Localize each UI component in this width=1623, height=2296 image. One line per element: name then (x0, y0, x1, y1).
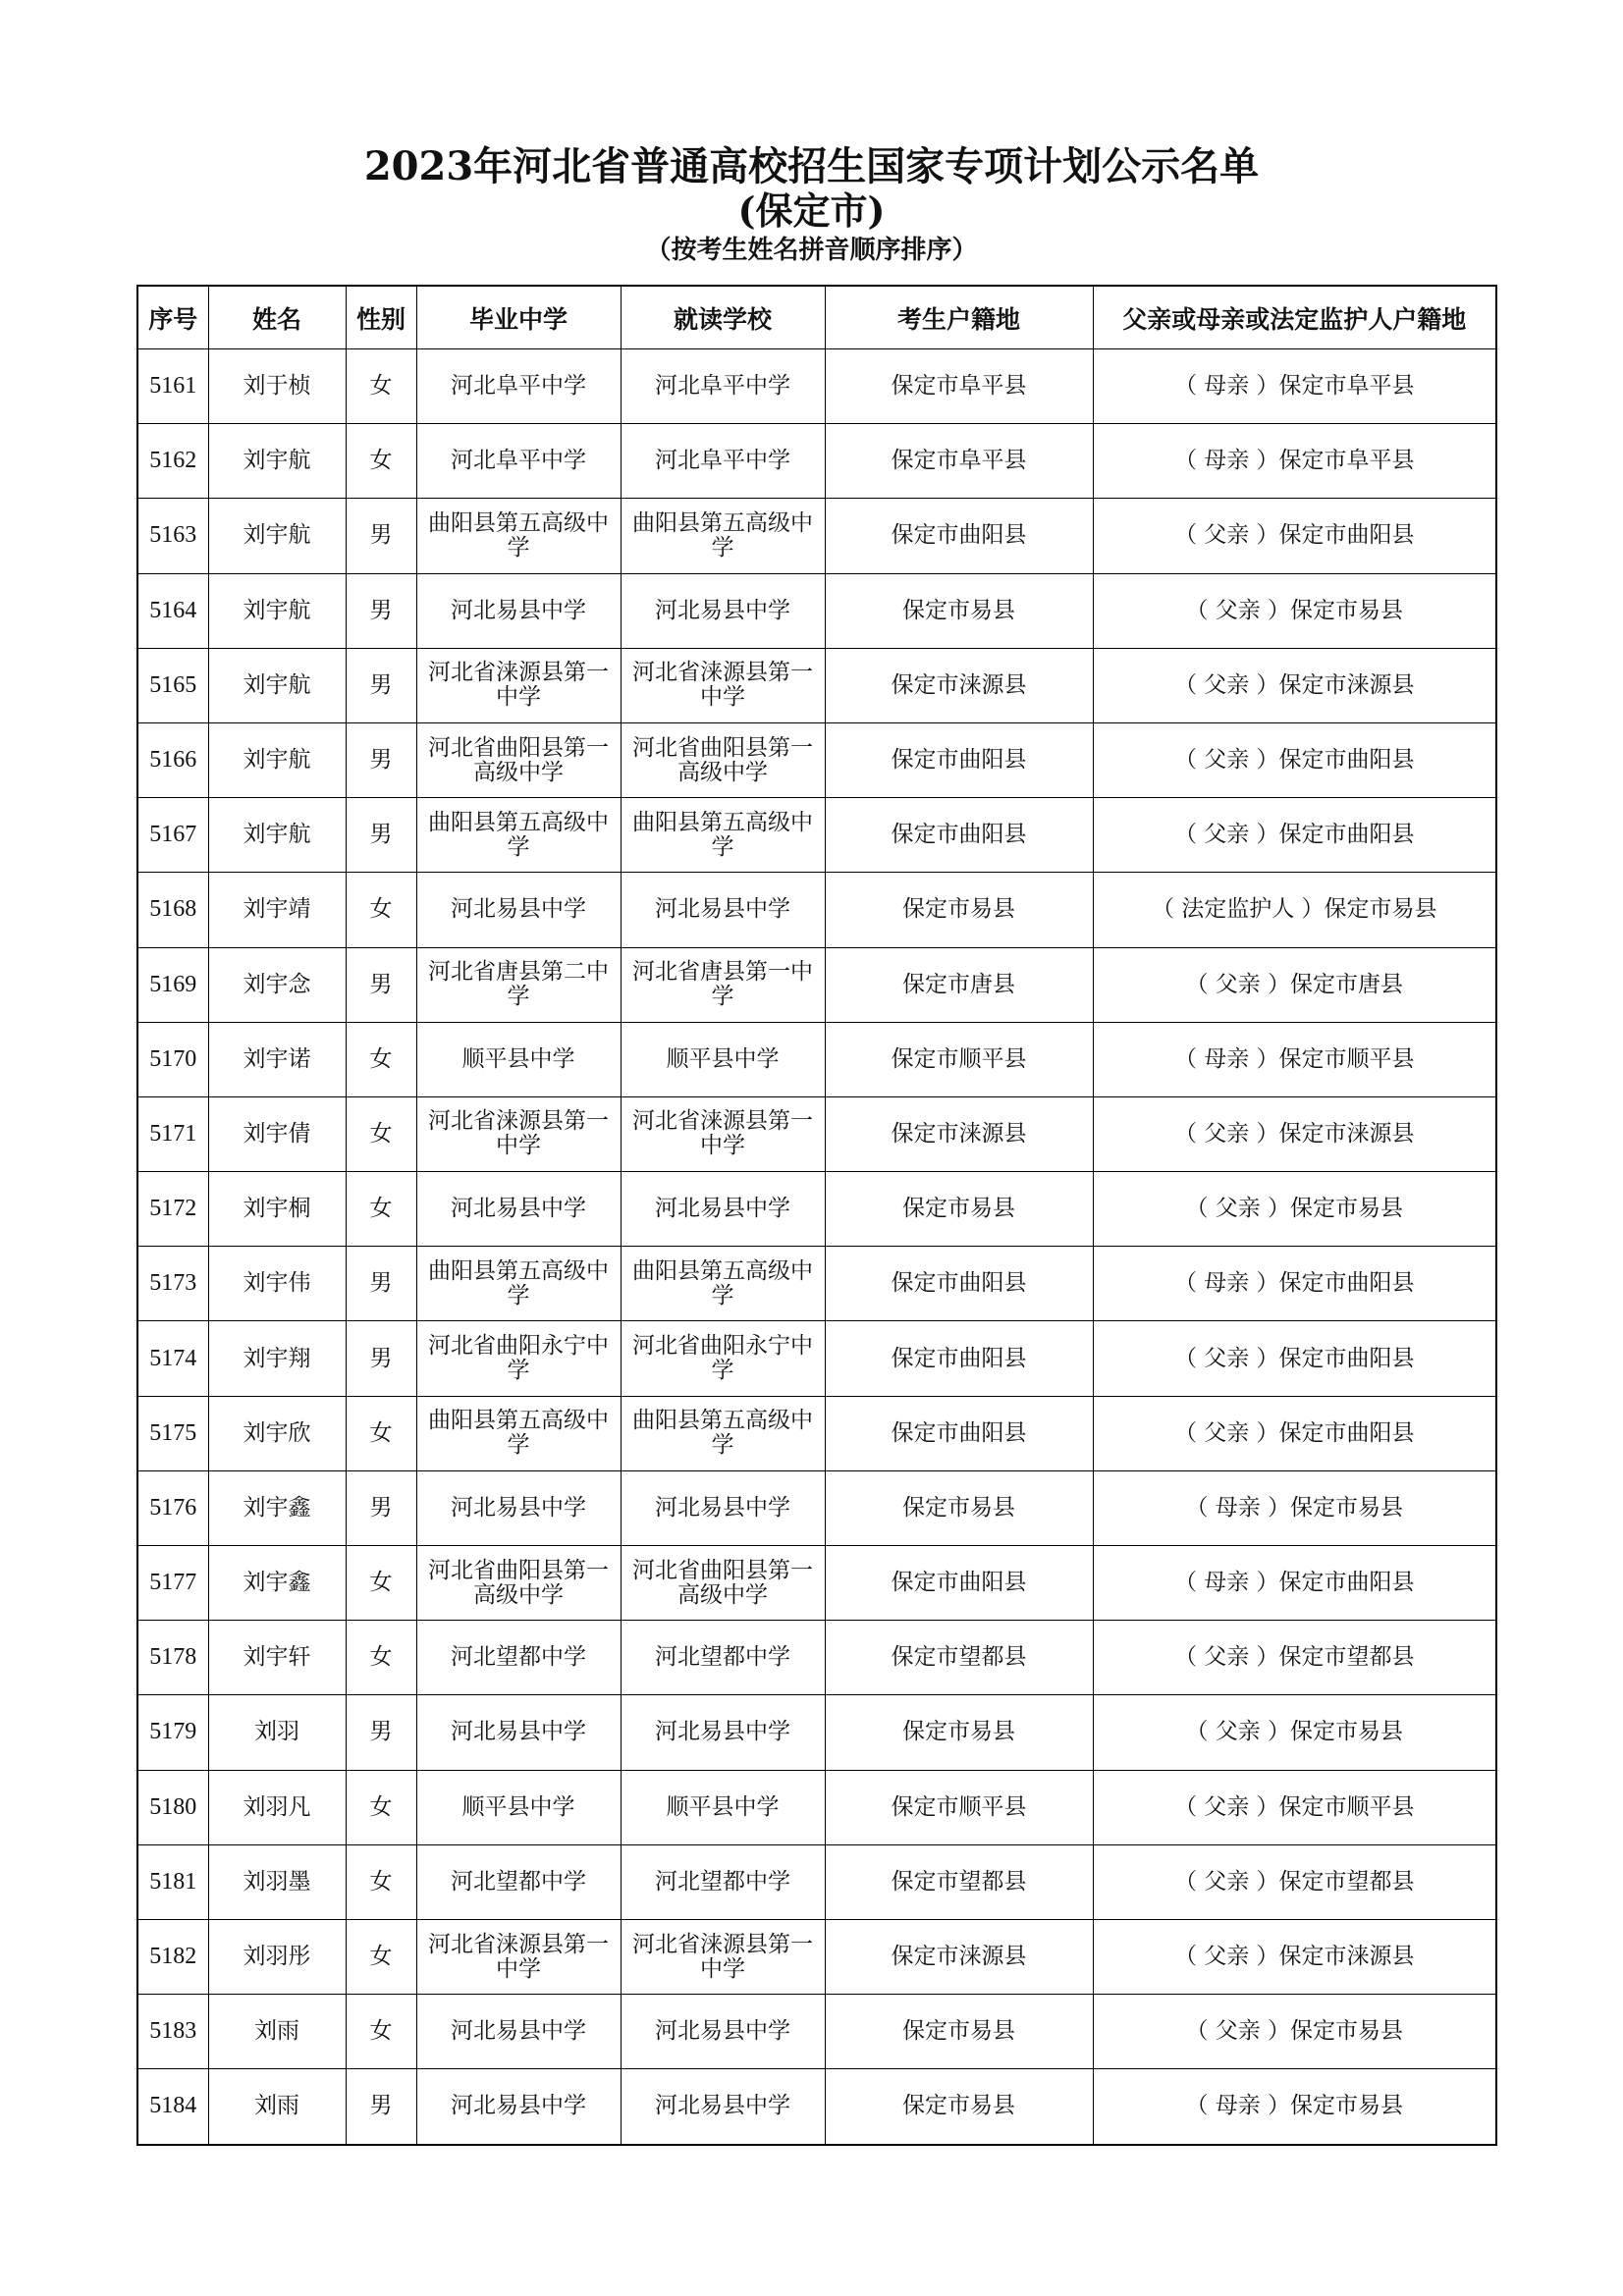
cell-name: 刘宇桐 (208, 1172, 346, 1247)
sort-note: （按考生姓名拼音顺序排序） (645, 236, 978, 265)
table-row (137, 947, 1496, 1022)
cell-graduation-school: 河北望都中学 (416, 1621, 621, 1695)
cell-parent-hukou: （ 母亲 ）保定市阜平县 (1093, 349, 1496, 424)
cell-gender: 女 (346, 1621, 416, 1695)
header-gender: 性别 (346, 286, 416, 349)
cell-parent-hukou: （ 父亲 ）保定市曲阳县 (1093, 1396, 1496, 1470)
cell-graduation-school: 曲阳县第五高级中学 (416, 499, 621, 573)
cell-seq: 5176 (137, 1470, 208, 1545)
table-row (137, 648, 1496, 722)
cell-gender: 女 (346, 1546, 416, 1621)
table-row (137, 1396, 1496, 1470)
cell-gender: 男 (346, 648, 416, 722)
cell-name: 刘宇鑫 (208, 1546, 346, 1621)
cell-graduation-school: 河北阜平中学 (416, 349, 621, 424)
cell-gender: 男 (346, 499, 416, 573)
table-row (137, 1546, 1496, 1621)
cell-gender: 女 (346, 1919, 416, 1994)
cell-seq: 5164 (137, 573, 208, 648)
cell-graduation-school: 河北易县中学 (416, 2069, 621, 2145)
cell-name: 刘宇靖 (208, 873, 346, 947)
cell-name: 刘羽 (208, 1695, 346, 1770)
cell-parent-hukou: （ 父亲 ）保定市易县 (1093, 1695, 1496, 1770)
cell-student-hukou: 保定市易县 (825, 2069, 1093, 2145)
cell-name: 刘于桢 (208, 349, 346, 424)
cell-name: 刘雨 (208, 1995, 346, 2069)
cell-graduation-school: 顺平县中学 (416, 1022, 621, 1096)
roster-table (136, 285, 1497, 2146)
header-graduation-school: 毕业中学 (416, 286, 621, 349)
cell-current-school: 河北易县中学 (621, 1172, 825, 1247)
cell-name: 刘宇倩 (208, 1096, 346, 1171)
cell-graduation-school: 河北易县中学 (416, 1995, 621, 2069)
table-row (137, 1621, 1496, 1695)
cell-seq: 5162 (137, 424, 208, 499)
cell-current-school: 河北易县中学 (621, 1695, 825, 1770)
cell-gender: 女 (346, 1172, 416, 1247)
table-row (137, 1022, 1496, 1096)
cell-graduation-school: 河北省涞源县第一中学 (416, 1096, 621, 1171)
cell-graduation-school: 河北省曲阳县第一高级中学 (416, 1546, 621, 1621)
cell-student-hukou: 保定市易县 (825, 1695, 1093, 1770)
cell-parent-hukou: （ 父亲 ）保定市曲阳县 (1093, 1321, 1496, 1396)
cell-graduation-school: 河北易县中学 (416, 1470, 621, 1545)
cell-parent-hukou: （ 父亲 ）保定市曲阳县 (1093, 499, 1496, 573)
cell-gender: 男 (346, 798, 416, 873)
cell-seq: 5170 (137, 1022, 208, 1096)
cell-name: 刘宇翔 (208, 1321, 346, 1396)
table-row (137, 424, 1496, 499)
table-row (137, 1470, 1496, 1545)
cell-gender: 女 (346, 1096, 416, 1171)
cell-student-hukou: 保定市曲阳县 (825, 1247, 1093, 1321)
cell-current-school: 河北易县中学 (621, 873, 825, 947)
cell-parent-hukou: （ 父亲 ）保定市望都县 (1093, 1844, 1496, 1919)
cell-parent-hukou: （ 母亲 ）保定市顺平县 (1093, 1022, 1496, 1096)
cell-parent-hukou: （ 父亲 ）保定市唐县 (1093, 947, 1496, 1022)
cell-current-school: 河北易县中学 (621, 573, 825, 648)
cell-name: 刘宇念 (208, 947, 346, 1022)
cell-parent-hukou: （ 父亲 ）保定市涞源县 (1093, 648, 1496, 722)
cell-graduation-school: 河北易县中学 (416, 1172, 621, 1247)
cell-gender: 女 (346, 424, 416, 499)
cell-gender: 女 (346, 1995, 416, 2069)
cell-student-hukou: 保定市望都县 (825, 1621, 1093, 1695)
table-row (137, 1844, 1496, 1919)
cell-graduation-school: 河北省曲阳永宁中学 (416, 1321, 621, 1396)
cell-parent-hukou: （ 父亲 ）保定市易县 (1093, 1995, 1496, 2069)
cell-gender: 男 (346, 573, 416, 648)
cell-parent-hukou: （ 父亲 ）保定市望都县 (1093, 1621, 1496, 1695)
cell-student-hukou: 保定市曲阳县 (825, 798, 1093, 873)
cell-student-hukou: 保定市涞源县 (825, 648, 1093, 722)
cell-student-hukou: 保定市阜平县 (825, 349, 1093, 424)
table-row (137, 1770, 1496, 1844)
cell-name: 刘羽凡 (208, 1770, 346, 1844)
cell-student-hukou: 保定市易县 (825, 873, 1093, 947)
table-row (137, 1172, 1496, 1247)
cell-current-school: 河北省涞源县第一中学 (621, 1096, 825, 1171)
cell-current-school: 河北望都中学 (621, 1621, 825, 1695)
cell-current-school: 河北省唐县第一中学 (621, 947, 825, 1022)
cell-seq: 5165 (137, 648, 208, 722)
cell-name: 刘宇鑫 (208, 1470, 346, 1545)
cell-gender: 男 (346, 722, 416, 797)
cell-current-school: 河北望都中学 (621, 1844, 825, 1919)
cell-seq: 5180 (137, 1770, 208, 1844)
cell-name: 刘宇轩 (208, 1621, 346, 1695)
cell-student-hukou: 保定市易县 (825, 1470, 1093, 1545)
cell-gender: 男 (346, 1321, 416, 1396)
table-row (137, 1919, 1496, 1994)
table-row (137, 873, 1496, 947)
cell-seq: 5174 (137, 1321, 208, 1396)
cell-current-school: 河北阜平中学 (621, 349, 825, 424)
cell-student-hukou: 保定市顺平县 (825, 1770, 1093, 1844)
cell-name: 刘宇航 (208, 648, 346, 722)
cell-gender: 女 (346, 1770, 416, 1844)
cell-seq: 5173 (137, 1247, 208, 1321)
cell-current-school: 河北省曲阳县第一高级中学 (621, 722, 825, 797)
cell-name: 刘宇航 (208, 798, 346, 873)
cell-seq: 5177 (137, 1546, 208, 1621)
cell-parent-hukou: （ 母亲 ）保定市易县 (1093, 2069, 1496, 2145)
cell-graduation-school: 河北易县中学 (416, 873, 621, 947)
header-parent-hukou: 父亲或母亲或法定监护人户籍地 (1093, 286, 1496, 349)
cell-student-hukou: 保定市易县 (825, 573, 1093, 648)
cell-gender: 女 (346, 1396, 416, 1470)
cell-graduation-school: 河北望都中学 (416, 1844, 621, 1919)
cell-current-school: 曲阳县第五高级中学 (621, 798, 825, 873)
table-row (137, 722, 1496, 797)
cell-seq: 5179 (137, 1695, 208, 1770)
cell-name: 刘宇航 (208, 573, 346, 648)
cell-gender: 男 (346, 1695, 416, 1770)
table-row (137, 499, 1496, 573)
cell-current-school: 河北易县中学 (621, 2069, 825, 2145)
header-student-hukou: 考生户籍地 (825, 286, 1093, 349)
cell-graduation-school: 河北省唐县第二中学 (416, 947, 621, 1022)
cell-parent-hukou: （ 父亲 ）保定市涞源县 (1093, 1919, 1496, 1994)
cell-seq: 5166 (137, 722, 208, 797)
cell-name: 刘宇航 (208, 499, 346, 573)
cell-gender: 男 (346, 2069, 416, 2145)
cell-gender: 女 (346, 349, 416, 424)
cell-seq: 5163 (137, 499, 208, 573)
cell-graduation-school: 河北易县中学 (416, 1695, 621, 1770)
cell-current-school: 河北易县中学 (621, 1470, 825, 1545)
cell-seq: 5169 (137, 947, 208, 1022)
table-row (137, 1321, 1496, 1396)
cell-gender: 女 (346, 873, 416, 947)
cell-parent-hukou: （ 父亲 ）保定市顺平县 (1093, 1770, 1496, 1844)
cell-current-school: 河北省涞源县第一中学 (621, 648, 825, 722)
cell-graduation-school: 河北省曲阳县第一高级中学 (416, 722, 621, 797)
cell-current-school: 曲阳县第五高级中学 (621, 499, 825, 573)
cell-name: 刘羽彤 (208, 1919, 346, 1994)
cell-name: 刘宇航 (208, 722, 346, 797)
cell-seq: 5182 (137, 1919, 208, 1994)
cell-parent-hukou: （ 母亲 ）保定市曲阳县 (1093, 1546, 1496, 1621)
cell-student-hukou: 保定市易县 (825, 1995, 1093, 2069)
cell-parent-hukou: （ 父亲 ）保定市涞源县 (1093, 1096, 1496, 1171)
table-row (137, 349, 1496, 424)
table-row (137, 1995, 1496, 2069)
cell-parent-hukou: （ 父亲 ）保定市易县 (1093, 573, 1496, 648)
cell-graduation-school: 顺平县中学 (416, 1770, 621, 1844)
cell-parent-hukou: （ 父亲 ）保定市曲阳县 (1093, 798, 1496, 873)
cell-gender: 女 (346, 1844, 416, 1919)
cell-graduation-school: 曲阳县第五高级中学 (416, 1247, 621, 1321)
cell-current-school: 曲阳县第五高级中学 (621, 1396, 825, 1470)
cell-parent-hukou: （ 母亲 ）保定市曲阳县 (1093, 1247, 1496, 1321)
cell-current-school: 河北阜平中学 (621, 424, 825, 499)
cell-name: 刘宇伟 (208, 1247, 346, 1321)
cell-graduation-school: 河北阜平中学 (416, 424, 621, 499)
cell-parent-hukou: （ 法定监护人 ）保定市易县 (1093, 873, 1496, 947)
cell-seq: 5161 (137, 349, 208, 424)
cell-name: 刘羽墨 (208, 1844, 346, 1919)
cell-student-hukou: 保定市顺平县 (825, 1022, 1093, 1096)
cell-name: 刘宇航 (208, 424, 346, 499)
cell-student-hukou: 保定市易县 (825, 1172, 1093, 1247)
cell-student-hukou: 保定市曲阳县 (825, 722, 1093, 797)
table-header-row (137, 286, 1496, 349)
document-subtitle: (保定市) (737, 188, 886, 233)
cell-student-hukou: 保定市曲阳县 (825, 499, 1093, 573)
cell-name: 刘宇诺 (208, 1022, 346, 1096)
cell-current-school: 顺平县中学 (621, 1022, 825, 1096)
cell-parent-hukou: （ 母亲 ）保定市易县 (1093, 1470, 1496, 1545)
header-current-school: 就读学校 (621, 286, 825, 349)
cell-student-hukou: 保定市曲阳县 (825, 1321, 1093, 1396)
table-row (137, 1247, 1496, 1321)
cell-current-school: 河北省曲阳县第一高级中学 (621, 1546, 825, 1621)
cell-student-hukou: 保定市曲阳县 (825, 1546, 1093, 1621)
cell-gender: 男 (346, 1247, 416, 1321)
cell-graduation-school: 曲阳县第五高级中学 (416, 1396, 621, 1470)
cell-seq: 5175 (137, 1396, 208, 1470)
table-row (137, 1096, 1496, 1171)
cell-gender: 女 (346, 1022, 416, 1096)
cell-seq: 5168 (137, 873, 208, 947)
cell-name: 刘雨 (208, 2069, 346, 2145)
cell-seq: 5167 (137, 798, 208, 873)
cell-student-hukou: 保定市曲阳县 (825, 1396, 1093, 1470)
cell-gender: 男 (346, 1470, 416, 1545)
cell-student-hukou: 保定市唐县 (825, 947, 1093, 1022)
cell-graduation-school: 河北易县中学 (416, 573, 621, 648)
cell-student-hukou: 保定市涞源县 (825, 1096, 1093, 1171)
cell-seq: 5171 (137, 1096, 208, 1171)
cell-graduation-school: 河北省涞源县第一中学 (416, 1919, 621, 1994)
document-title: 2023年河北省普通高校招生国家专项计划公示名单 (363, 143, 1260, 189)
cell-parent-hukou: （ 父亲 ）保定市易县 (1093, 1172, 1496, 1247)
cell-gender: 男 (346, 947, 416, 1022)
cell-student-hukou: 保定市望都县 (825, 1844, 1093, 1919)
table-row (137, 798, 1496, 873)
cell-seq: 5184 (137, 2069, 208, 2145)
cell-parent-hukou: （ 父亲 ）保定市曲阳县 (1093, 722, 1496, 797)
cell-current-school: 河北省曲阳永宁中学 (621, 1321, 825, 1396)
cell-seq: 5178 (137, 1621, 208, 1695)
cell-current-school: 河北易县中学 (621, 1995, 825, 2069)
cell-name: 刘宇欣 (208, 1396, 346, 1470)
table-body (137, 349, 1496, 2145)
cell-graduation-school: 河北省涞源县第一中学 (416, 648, 621, 722)
header-seq: 序号 (137, 286, 208, 349)
cell-seq: 5181 (137, 1844, 208, 1919)
cell-current-school: 曲阳县第五高级中学 (621, 1247, 825, 1321)
cell-seq: 5172 (137, 1172, 208, 1247)
table-row (137, 573, 1496, 648)
cell-current-school: 河北省涞源县第一中学 (621, 1919, 825, 1994)
cell-seq: 5183 (137, 1995, 208, 2069)
cell-current-school: 顺平县中学 (621, 1770, 825, 1844)
cell-parent-hukou: （ 母亲 ）保定市阜平县 (1093, 424, 1496, 499)
header-name: 姓名 (208, 286, 346, 349)
cell-graduation-school: 曲阳县第五高级中学 (416, 798, 621, 873)
table-row (137, 2069, 1496, 2145)
table-row (137, 1695, 1496, 1770)
cell-student-hukou: 保定市阜平县 (825, 424, 1093, 499)
cell-student-hukou: 保定市涞源县 (825, 1919, 1093, 1994)
